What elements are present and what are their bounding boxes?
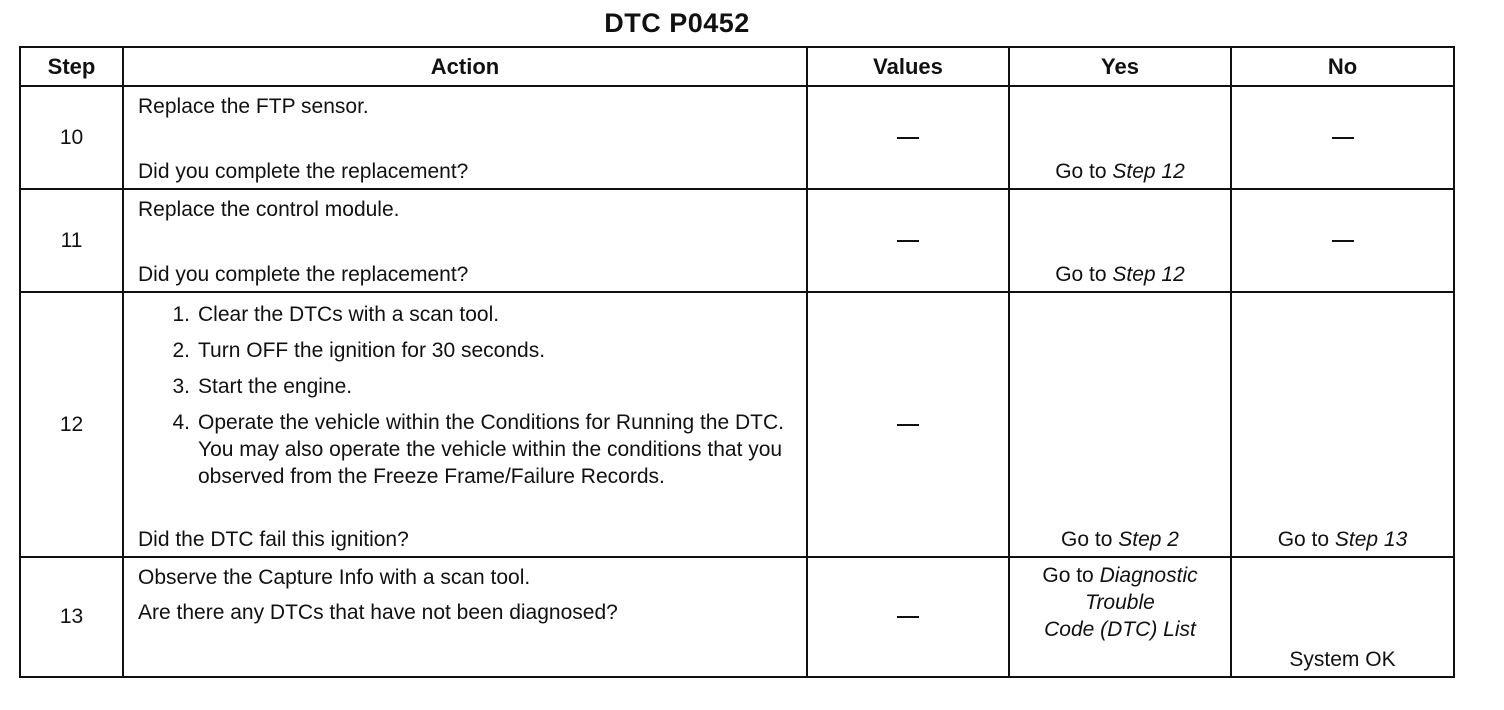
empty-dash [897, 424, 919, 426]
procedure-step [156, 409, 796, 490]
no-cell [1231, 292, 1454, 557]
action-question: Are there any DTCs that have not been diagnosed? [138, 601, 618, 624]
no-cell [1231, 189, 1454, 292]
action-cell [123, 86, 807, 189]
header-no: No [1231, 47, 1454, 86]
no-cell [1231, 557, 1454, 677]
goto-prefix: Go to [1061, 528, 1119, 551]
values-cell [807, 557, 1009, 677]
goto-prefix: Go to [1055, 263, 1113, 286]
system-ok-text: System OK [1289, 648, 1396, 671]
dtc-list-link[interactable]: Diagnostic [1099, 564, 1198, 587]
empty-dash [897, 616, 919, 618]
empty-dash [1332, 137, 1354, 139]
yes-goto[interactable] [1010, 562, 1230, 643]
table-row-step-10 [20, 86, 1454, 189]
yes-cell [1009, 189, 1231, 292]
yes-goto[interactable] [1010, 528, 1230, 552]
values-cell [807, 292, 1009, 557]
procedure-list [156, 301, 796, 499]
step-number: 13 [20, 557, 123, 677]
values-cell [807, 189, 1009, 292]
table-row-step-11 [20, 189, 1454, 292]
procedure-step-text: Operate the vehicle within the Conditions for Running the DTC. You may also operate the vehicle within the conditions that you observed from the Freeze Frame/Failure Records. [198, 411, 784, 488]
diagnostic-table [19, 46, 1455, 678]
yes-goto[interactable] [1010, 263, 1230, 287]
no-goto[interactable] [1232, 528, 1453, 552]
dtc-list-link[interactable]: Trouble [1085, 591, 1155, 614]
procedure-step-number: 3. [172, 375, 190, 398]
procedure-step [156, 301, 796, 328]
table-header-row [20, 47, 1454, 86]
action-cell [123, 557, 807, 677]
procedure-step-number: 4. [172, 411, 190, 434]
action-question: Did the DTC fail this ignition? [138, 528, 409, 551]
action-question: Did you complete the replacement? [138, 160, 469, 183]
no-cell [1231, 86, 1454, 189]
step-number: 11 [20, 189, 123, 292]
action-question: Did you complete the replacement? [138, 263, 469, 286]
yes-goto[interactable] [1010, 160, 1230, 184]
header-step: Step [20, 47, 123, 86]
procedure-step-text: Turn OFF the ignition for 30 seconds. [198, 339, 546, 362]
yes-cell [1009, 292, 1231, 557]
procedure-step-number: 2. [172, 339, 190, 362]
empty-dash [897, 137, 919, 139]
header-action: Action [123, 47, 807, 86]
header-values: Values [807, 47, 1009, 86]
step-number: 12 [20, 292, 123, 557]
action-cell [123, 189, 807, 292]
step-link[interactable]: Step 12 [1112, 263, 1185, 286]
step-link[interactable]: Step 12 [1112, 160, 1185, 183]
empty-dash [897, 240, 919, 242]
procedure-step-text: Clear the DTCs with a scan tool. [198, 303, 500, 326]
table-row-step-12 [20, 292, 1454, 557]
yes-cell [1009, 86, 1231, 189]
table-row-step-13 [20, 557, 1454, 677]
step-link[interactable]: Step 2 [1118, 528, 1179, 551]
goto-prefix: Go to [1055, 160, 1113, 183]
procedure-step [156, 373, 796, 400]
step-number: 10 [20, 86, 123, 189]
yes-cell [1009, 557, 1231, 677]
goto-prefix: Go to [1277, 528, 1335, 551]
step-link[interactable]: Step 13 [1334, 528, 1408, 551]
document-title: DTC P0452 [604, 8, 750, 38]
procedure-step [156, 337, 796, 364]
values-cell [807, 86, 1009, 189]
action-cell [123, 292, 807, 557]
procedure-step-number: 1. [172, 303, 190, 326]
action-instruction: Replace the FTP sensor. [138, 95, 369, 118]
goto-prefix: Go to [1042, 564, 1100, 587]
action-instruction: Observe the Capture Info with a scan tool. [138, 566, 531, 589]
empty-dash [1332, 240, 1354, 242]
header-yes: Yes [1009, 47, 1231, 86]
dtc-list-link[interactable]: Code (DTC) List [1044, 618, 1196, 641]
procedure-step-text: Start the engine. [198, 375, 353, 398]
action-instruction: Replace the control module. [138, 198, 400, 221]
